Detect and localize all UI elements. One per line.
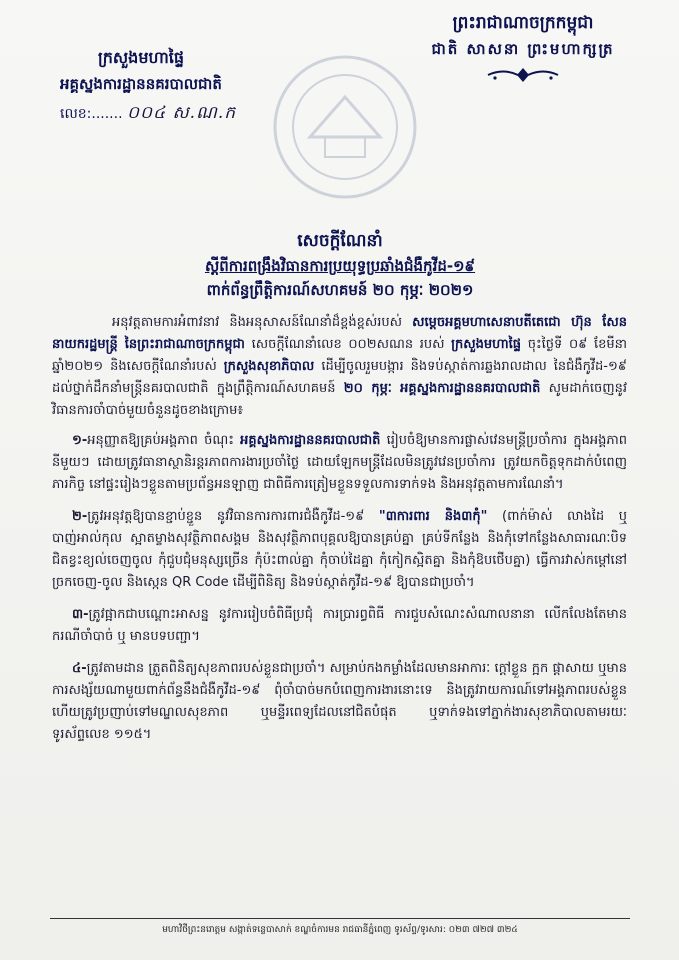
department-name: អគ្គស្នងការដ្ឋាននគរបាលជាតិ: [60, 75, 222, 93]
ministry-name: ក្រសួងមហាផ្ទៃ: [98, 48, 185, 67]
intro-text-4: ដើម្បីចូលរួមបង្ការ និងទប់ស្កាត់ការឆ្លងរាលដាល នៃជំងឺកូវីដ-១៩ ដល់ថ្នាក់ដឹកនាំមន្ត្រីនគរបាលជាតិ ក្នុងព្រឹត្តិការណ៍សហគមន៍: [52, 359, 627, 396]
document-title: [160, 228, 520, 302]
item-number: ៤-: [72, 661, 87, 676]
intro-text-5: សូមដាក់ចេញនូវវិធានការចាំបាច់មួយចំនួនដូចខាងក្រោម៖: [52, 381, 627, 418]
item-rest: រៀបចំឱ្យមានការផ្លាស់វេនមន្ត្រីប្រចាំការ ក្នុងអង្គភាពនីមួយៗ ដោយត្រូវធានាស្ថានិរន្តរភាពការងារប្រចាំថ្ងៃ ដោយឡែកមន្ត្រីដែលមិនត្រូវវេនប្រចាំការ ត្រូវយកចិត្តទុកដាក់បំពេញភារកិច្ច នៅផ្ទះរៀងៗខ្លួនតាមប្រព័ន្ធអនឡាញ ជាពិធីការត្រៀមខ្លួនទទួលការទាក់ទង និងអនុវត្តតាមការណែនាំ។: [52, 433, 627, 492]
national-motto: ជាតិ សាសនា ព្រះមហាក្សត្រ: [431, 40, 615, 58]
document-body: [52, 312, 627, 756]
intro-event: ២០ កុម្ភៈ: [343, 381, 392, 396]
intro-paragraph: [52, 312, 627, 422]
item-text: ត្រូវតាមដាន ត្រួតពិនិត្យសុខភាពរបស់ខ្លួនជាប្រចាំ។ សម្រាប់កងកម្លាំងដែលមានអាការៈ ក្តៅខ្លួន ក្អក ផ្តាសាយ ឬមានការសង្ស័យណាមួយពាក់ព័ន្ធនឹងជំងឺកូវីដ-១៩ ពុំចាំបាច់មកបំពេញការងារនោះទេ និងត្រូវរាយការណ៍ទៅអង្គភាពរបស់ខ្លួន ហើយត្រូវប្រញាប់ទៅមណ្ឌលសុខភាព ឬមន្ទីរពេទ្យដែលនៅជិតបំផុត ឬទាក់ទងទៅភ្នាក់ងារសុខាភិបាលតាមរយៈទូរស័ព្ទលេខ ១១៥។: [52, 661, 627, 742]
item-number: ២-: [72, 509, 88, 524]
item-text: ត្រូវអនុវត្តឱ្យបានខ្ជាប់ខ្ជួន នូវវិធានការការពារជំងឺកូវីដ-១៩: [87, 509, 365, 524]
police-seal-watermark: [270, 52, 420, 202]
item-bold: "៣ការពារ និង៣កុំ": [378, 509, 488, 524]
intro-leader: សម្តេចអគ្គមហាសេនាបតីតេជោ ហ៊ុន សែន នាយករដ្ឋមន្ត្រី នៃព្រះរាជាណាចក្រកម្ពុជា: [52, 315, 627, 352]
item-bold: អគ្គស្នងការដ្ឋាននគរបាលជាតិ: [240, 433, 381, 448]
list-item: [52, 658, 627, 746]
intro-text-1: អនុវត្តតាមការអំពាវនាវ និងអនុសាសន៍ណែនាំដ៏ខ្ពង់ខ្ពស់របស់: [112, 315, 403, 330]
list-item: [52, 506, 627, 594]
ministry-header: [60, 44, 290, 128]
list-item: [52, 604, 627, 648]
footer-address: មហាវិថីព្រះនរោត្តម សង្កាត់ទន្លេបាសាក់ ខណ្ឌចំការមន រាជធានីភ្នំពេញ ទូរស័ព្ទ/ទូរសារ: ០២៣ ៧២៧ ៣២៤: [50, 918, 630, 937]
kingdom-name: ព្រះរាជាណាចក្រកម្ពុជា: [452, 13, 594, 33]
title-line-1: សេចក្តីណែនាំ: [297, 231, 383, 251]
intro-health-ministry: ក្រសួងសុខាភិបាល: [223, 359, 315, 374]
intro-department: អគ្គស្នងការដ្ឋាននគរបាលជាតិ: [400, 381, 541, 396]
national-ornament-icon: [483, 66, 563, 84]
title-line-2: ស្តីពីការពង្រឹងវិធានការប្រយុទ្ធប្រឆាំងជំងឺកូវីដ-១៩: [204, 257, 476, 275]
kingdom-header: [413, 10, 633, 84]
list-item: [52, 430, 627, 496]
intro-text-2: សេចក្តីណែនាំលេខ ០០២សណន របស់: [251, 337, 445, 352]
item-text: ត្រូវផ្អាកជាបណ្តោះអាសន្ន នូវការរៀបចំពិធីប្រជុំ ការប្រារព្ធពិធី ការជួបសំណេះសំណាលនានា លើកលែងតែមានករណីចាំបាច់ ឬ មានបទបញ្ជា។: [52, 607, 627, 644]
item-number: ៣-: [72, 607, 89, 622]
item-rest: (ពាក់ម៉ាស់ លាងដៃ ឬបាញ់អាល់កុល ស្អាតម្ខាងសុវត្ថិភាពសង្គម និងសុវត្ថិភាពបុគ្គលឱ្យបានគ្រប់គ្នា គ្រប់ទីកន្លែង និងកុំទៅកន្លែងសាធារណៈបិទជិតខ្វះខ្យល់ចេញចូល កុំជួបជុំមនុស្សច្រើន កុំប៉ះពាល់គ្នា កុំចាប់ដៃគ្នា កុំកៀកស្អិតគ្នា និងកុំឱបថើបគ្នា) ធ្វើការវាស់កម្តៅនៅច្រកចេញ-ចូល និងស្កេន QR Code ដើម្បីពិនិត្យ និងទប់ស្កាត់កូវីដ-១៩ ឱ្យបានជាប្រចាំ។: [52, 509, 627, 590]
reference-label: លេខ:.......: [60, 106, 123, 122]
reference-value: ០០៤ ស.ណ.ក: [126, 103, 237, 123]
item-text: អនុញ្ញាតឱ្យគ្រប់អង្គភាព ចំណុះ: [87, 433, 234, 448]
reference-number: [60, 100, 290, 128]
title-line-3: ពាក់ព័ន្ធព្រឹត្តិការណ៍សហគមន៍ ២០ កុម្ភៈ ២០២១: [206, 281, 474, 299]
intro-ministry: ក្រសួងមហាផ្ទៃ: [451, 337, 522, 352]
item-number: ១-: [72, 433, 88, 448]
intro-text-3: ចុះថ្ងៃទី ០៩ ខែមីនា ឆ្នាំ២០២១ និងសេចក្តីណែនាំរបស់: [52, 337, 628, 374]
